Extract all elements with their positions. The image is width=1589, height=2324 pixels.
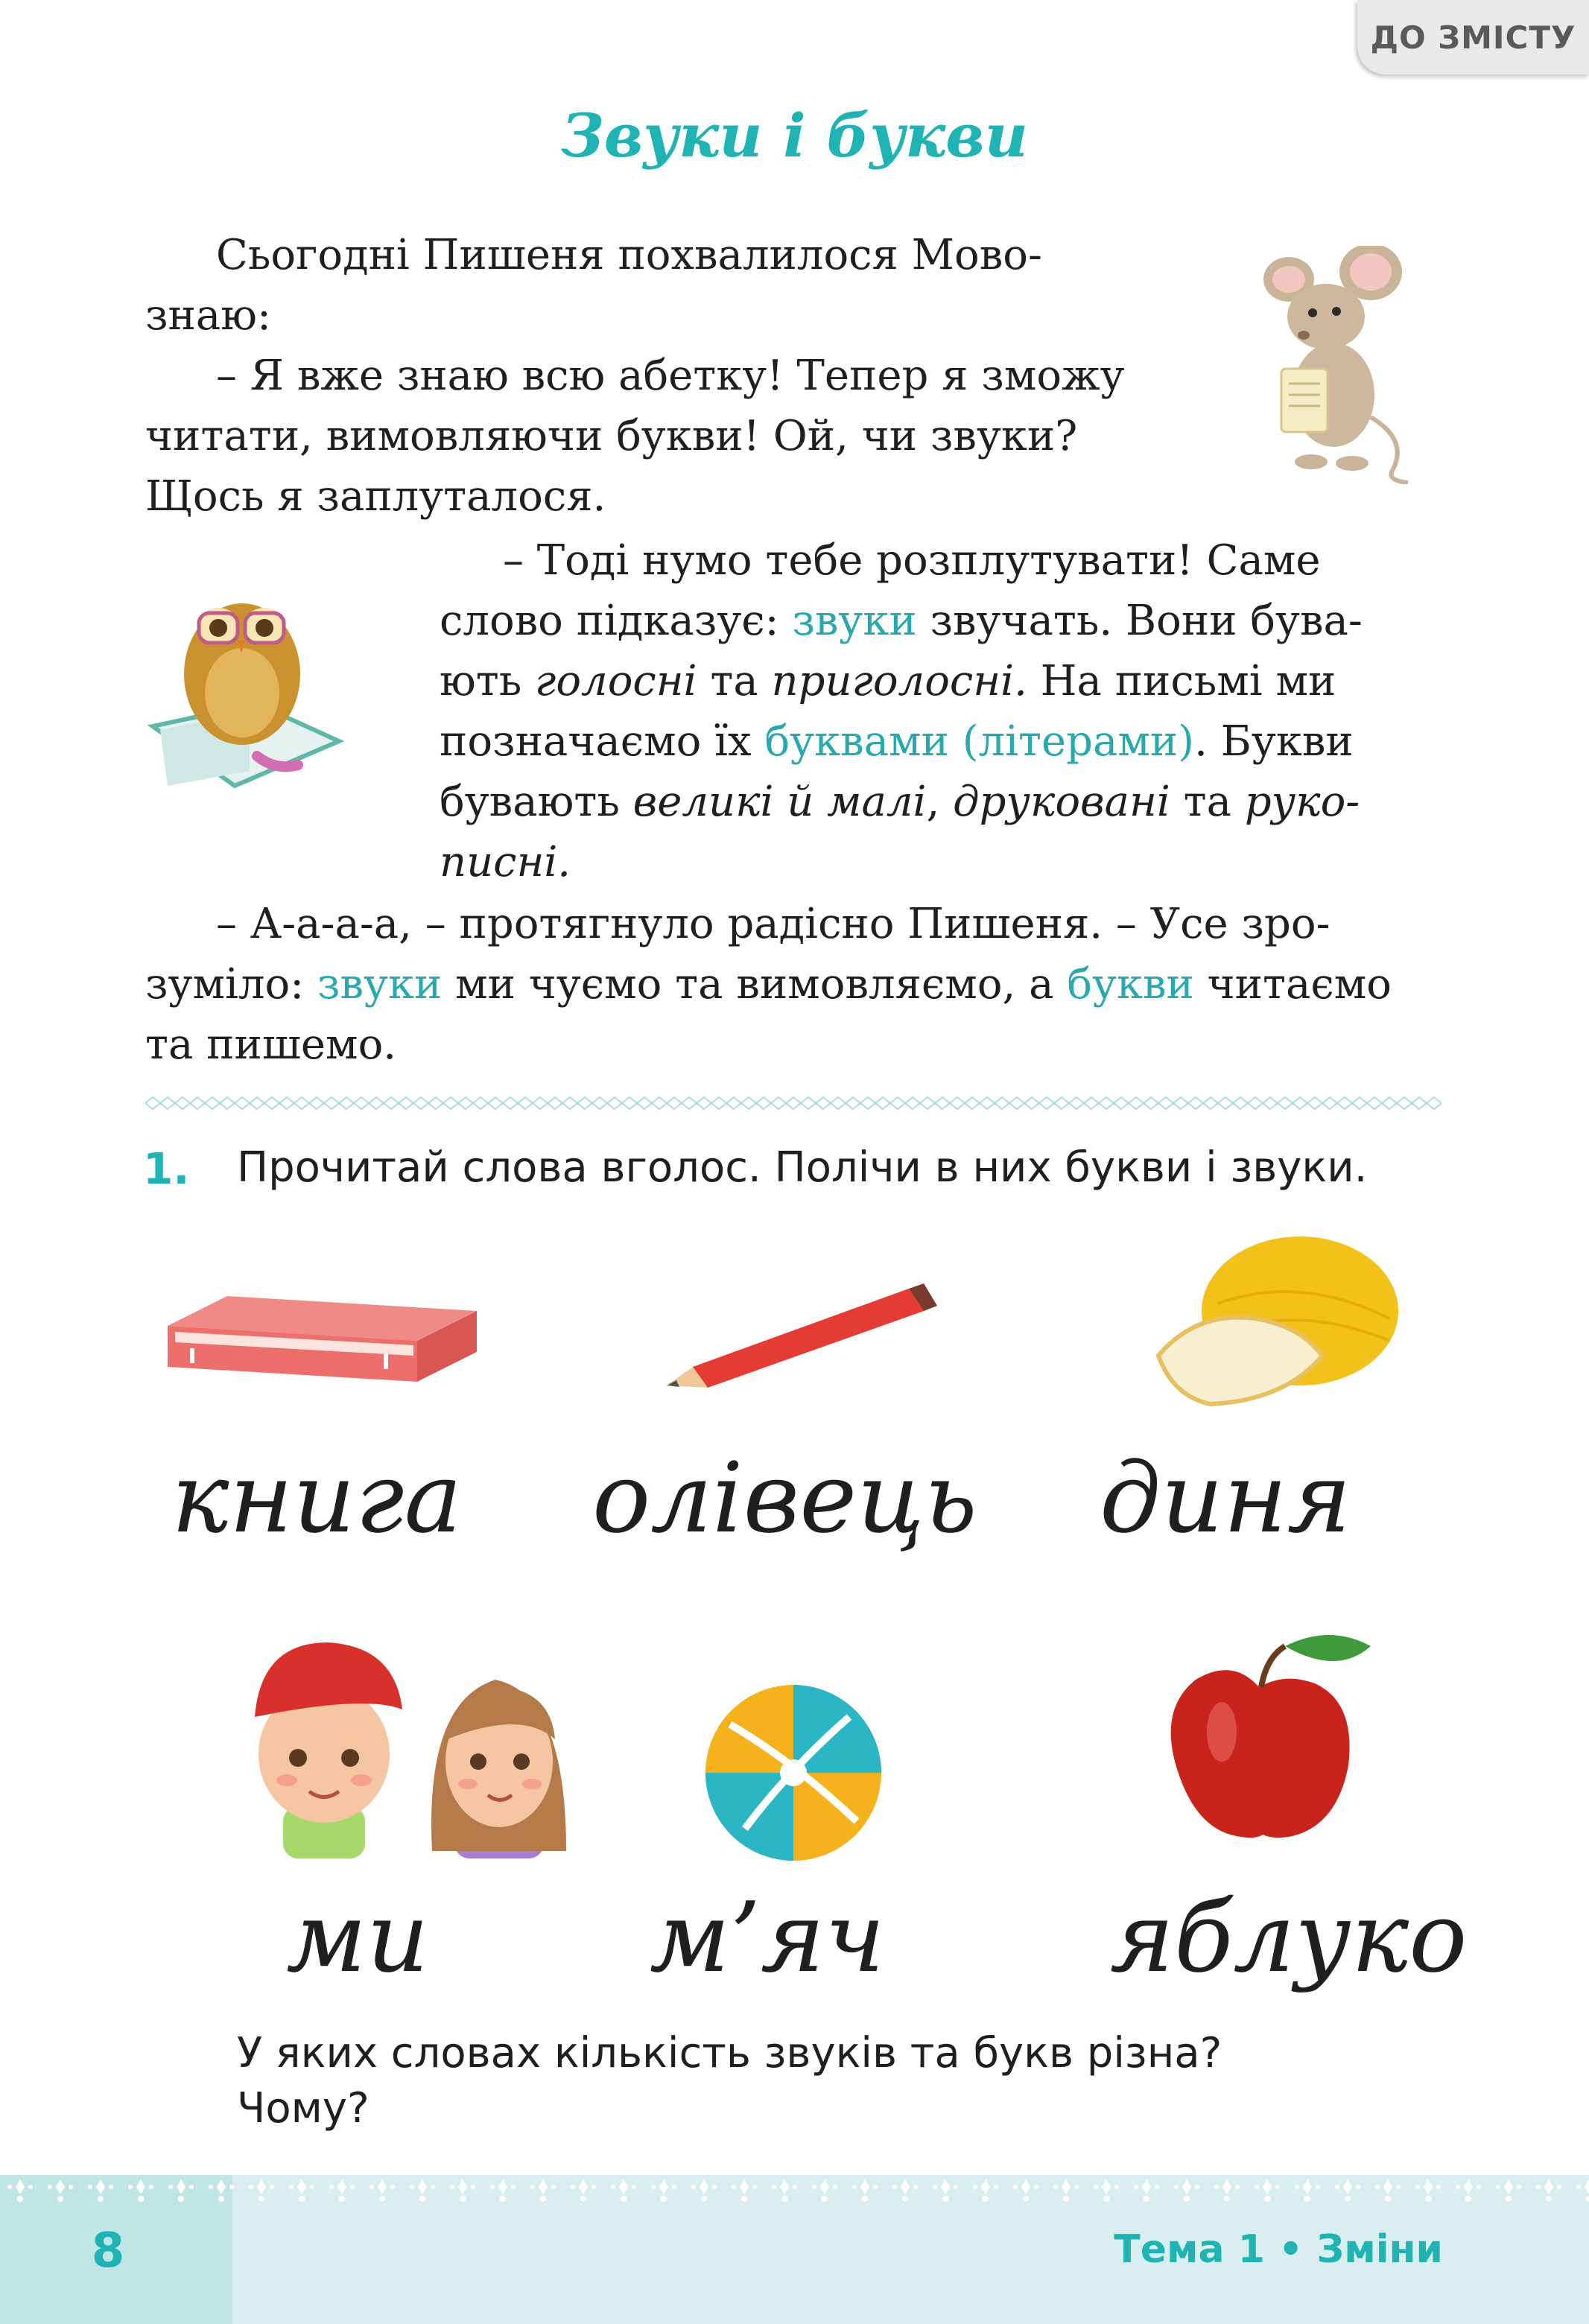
story-line: – Я вже знаю всю абетку! Тепер я зможу [216, 352, 1125, 400]
text: бувають [440, 778, 633, 826]
story-explanation [440, 530, 1453, 892]
text: На письмі ми [1027, 657, 1336, 705]
word-book: книга [171, 1441, 463, 1555]
story-line: – А-а-а-а, – протягнуло радісно Пишеня. – Усе зро- [216, 900, 1330, 948]
decorative-divider [145, 1093, 1441, 1113]
text: позначаємо їх [440, 717, 765, 766]
story-line [440, 591, 1453, 651]
term-vowels: голосні [535, 657, 697, 705]
story-conclusion [145, 894, 1456, 1075]
page-title: Звуки і букви [561, 101, 1028, 171]
term-handwritten: руко- [1244, 778, 1360, 826]
task-instruction: Прочитай слова вголос. Полічи в них букви і звуки. [237, 1143, 1368, 1192]
word-we: ми [286, 1881, 429, 1994]
word-ball: м’яч [649, 1881, 886, 1994]
melon-illustration [1151, 1229, 1404, 1415]
text: зуміло: [145, 960, 317, 1009]
task-number: 1. [143, 1143, 190, 1194]
term-letters: букви [1067, 960, 1194, 1009]
term-sounds: звуки [317, 960, 443, 1009]
question-line: Чому? [237, 2084, 370, 2133]
story-line [145, 954, 1456, 1015]
term-big-small: великі й малі [632, 778, 927, 826]
term-letters: буквами (літерами) [764, 717, 1195, 766]
ball-illustration [700, 1680, 887, 1866]
story-line: читати, вимовляючи букви! Ой, чи звуки? [145, 412, 1078, 460]
apple-illustration [1166, 1628, 1389, 1851]
toc-link-button[interactable]: ДО ЗМІСТУ [1357, 0, 1589, 74]
children-illustration [238, 1635, 589, 1858]
text: ми чуємо та вимовляємо, а [442, 960, 1068, 1009]
owl-illustration [145, 570, 354, 808]
text: . Букви [1194, 717, 1354, 766]
term-consonants: приголосні. [771, 657, 1027, 705]
page-number: 8 [91, 2223, 125, 2279]
text: звучать. Вони бува- [916, 597, 1363, 645]
book-illustration [160, 1296, 480, 1385]
text: та [697, 657, 772, 705]
story-line: писні. [440, 838, 571, 886]
story-intro [145, 225, 1188, 527]
story-line [440, 651, 1453, 711]
story-line [440, 772, 1453, 832]
text: , [926, 778, 954, 826]
footer-ornament [0, 2177, 1589, 2206]
story-line: Щось я заплуталося. [145, 472, 606, 521]
word-apple: яблуко [1110, 1881, 1468, 1994]
mouse-illustration [1259, 246, 1415, 484]
text: та [1170, 778, 1245, 826]
term-sounds: звуки [792, 597, 917, 645]
story-line: – Тоді нумо тебе розплутувати! Саме [503, 536, 1321, 585]
story-line [440, 711, 1453, 772]
text: читаємо [1193, 960, 1392, 1009]
pencil-illustration [663, 1277, 939, 1389]
term-printed: друковані [953, 778, 1170, 826]
story-line: знаю: [145, 291, 271, 340]
text: ють [440, 657, 536, 705]
story-line: Сьогодні Пишеня похвалилося Мово- [216, 231, 1042, 279]
footer-topic: Тема 1 • Зміни [1114, 2227, 1443, 2272]
story-line: та пишемо. [145, 1020, 397, 1069]
question-line: У яких словах кількість звуків та букв різна? [237, 2029, 1222, 2077]
follow-up-question [237, 2026, 1354, 2136]
word-pencil: олівець [592, 1441, 977, 1555]
text: слово підказує: [440, 597, 793, 645]
word-melon: диня [1100, 1441, 1351, 1555]
